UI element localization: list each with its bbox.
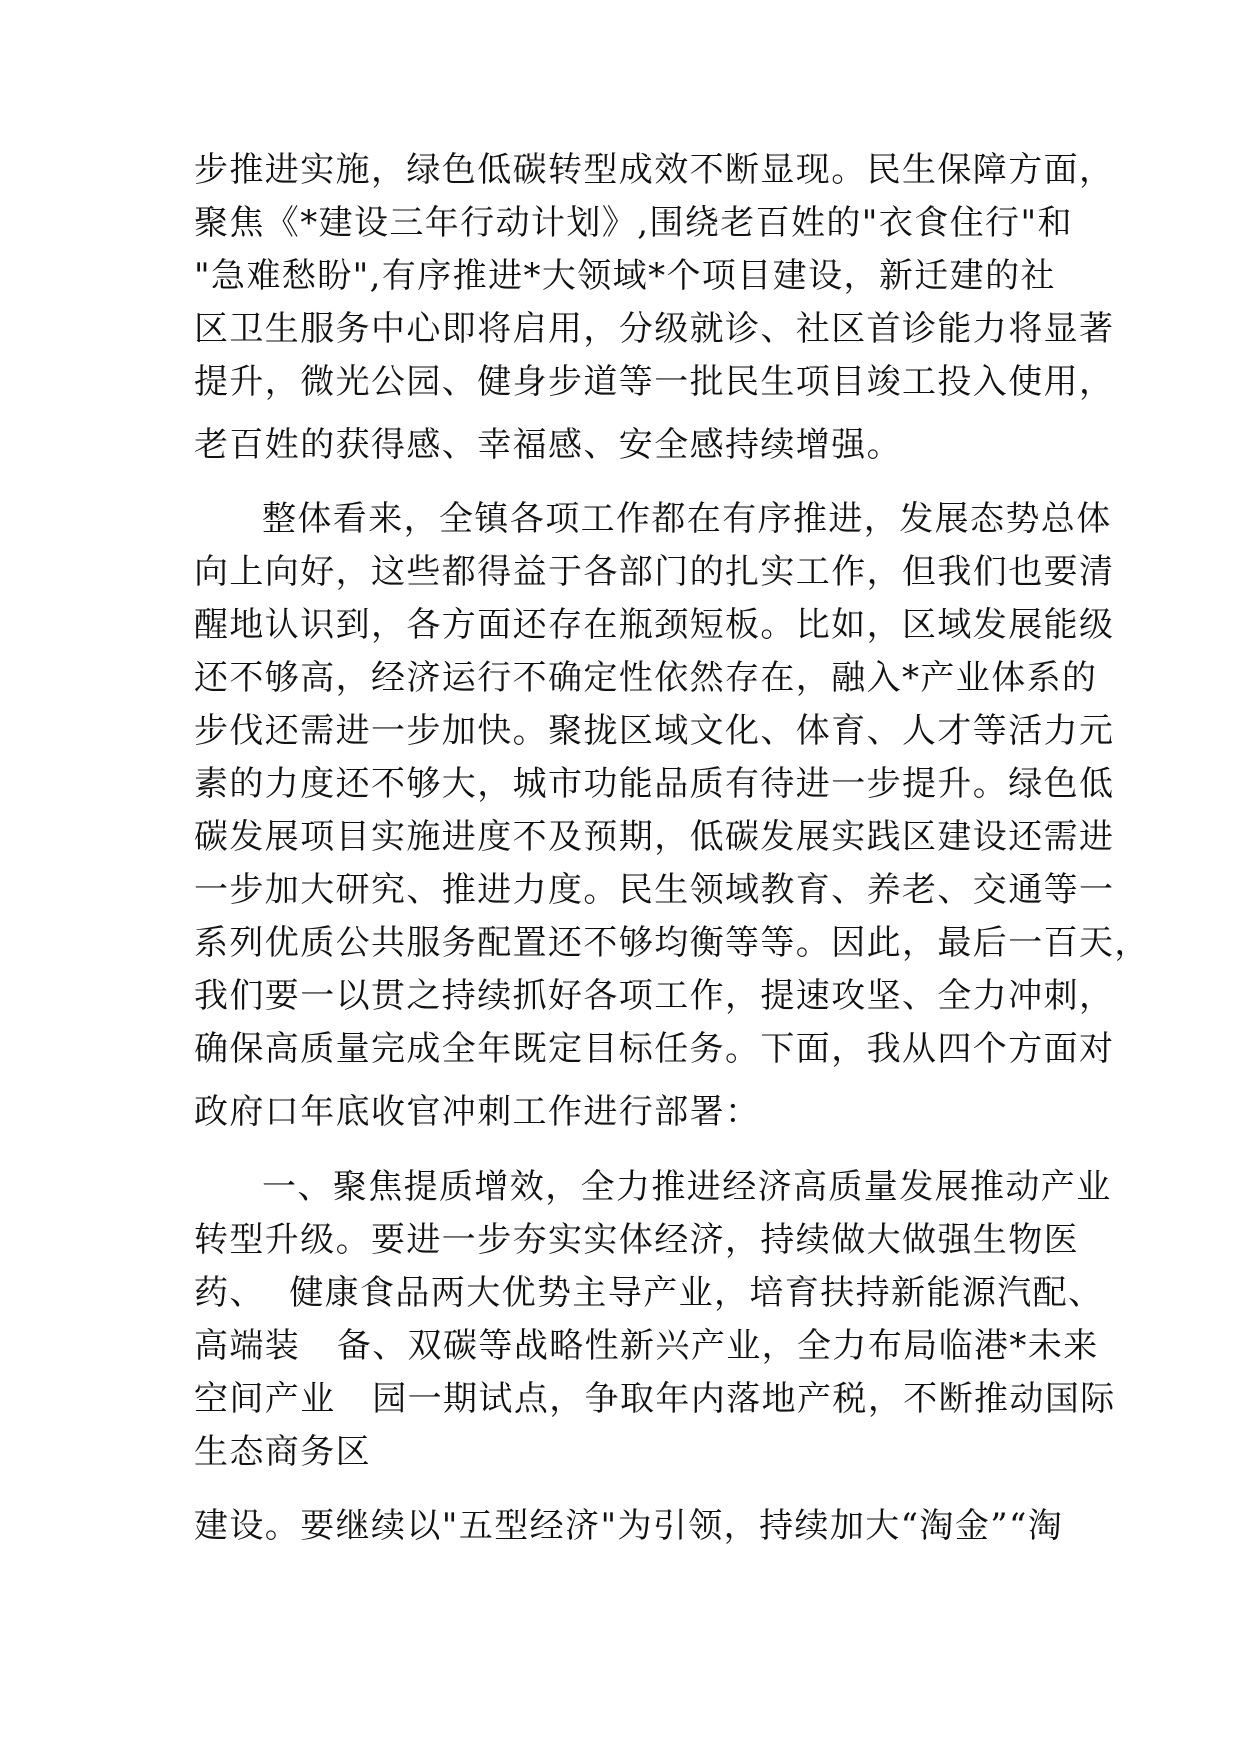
text-line: 建设。要继续以"五型经济"为引领，持续加大“淘金”“淘 [194,1506,1064,1546]
text-line: 一步加大研究、推进力度。民生领域教育、养老、交通等一 [194,870,1115,910]
text-line: 系列优质公共服务配置还不够均衡等等。因此，最后一百天， [194,923,1150,963]
text-line: 步伐还需进一步加快。聚拢区域文化、体育、人才等活力元 [194,711,1115,751]
text-line: 空间产业 园一期试点，争取年内落地产税，不断推动国际 [194,1379,1116,1419]
text-line: 老百姓的获得感、幸福感、安全感持续增强。 [194,425,902,465]
text-line: 药、 健康食品两大优势主导产业，培育扶持新能源汽配、 [194,1273,1104,1313]
text-line: 向上向好，这些都得益于各部门的扎实工作，但我们也要清 [194,552,1115,592]
text-line: 确保高质量完成全年既定目标任务。下面，我从四个方面对 [194,1029,1115,1069]
text-line: 高端装 备、双碳等战略性新兴产业，全力布局临港*未来 [194,1326,1099,1366]
text-line: 步推进实施，绿色低碳转型成效不断显现。民生保障方面， [194,150,1115,190]
text-line: 聚焦《*建设三年行动计划》,围绕老百姓的"衣食住行"和 [194,203,1073,243]
text-line: 还不够高，经济运行不确定性依然存在，融入*产业体系的 [194,658,1098,698]
text-line: 我们要一以贯之持续抓好各项工作，提速攻坚、全力冲刺， [194,976,1115,1016]
text-line: 政府口年底收官冲刺工作进行部署： [194,1092,761,1132]
text-line: 素的力度还不够大，城市功能品质有待进一步提升。绿色低 [194,764,1115,804]
paragraph-first-line: 整体看来，全镇各项工作都在有序推进，发展态势总体 [262,499,1112,539]
text-line: 提升，微光公园、健身步道等一批民生项目竣工投入使用， [194,362,1115,402]
text-line: "急难愁盼",有序推进*大领域*个项目建设，新迁建的社 [194,256,1056,296]
text-line: 碳发展项目实施进度不及预期，低碳发展实践区建设还需进 [194,817,1115,857]
text-line: 转型升级。要进一步夯实实体经济，持续做大做强生物医 [194,1220,1079,1260]
text-line: 区卫生服务中心即将启用，分级就诊、社区首诊能力将显著 [194,309,1115,349]
text-line: 生态商务区 [194,1432,371,1472]
section-heading-line: 一、聚焦提质增效，全力推进经济高质量发展推动产业 [262,1167,1112,1207]
text-line: 醒地认识到，各方面还存在瓶颈短板。比如，区域发展能级 [194,605,1115,645]
